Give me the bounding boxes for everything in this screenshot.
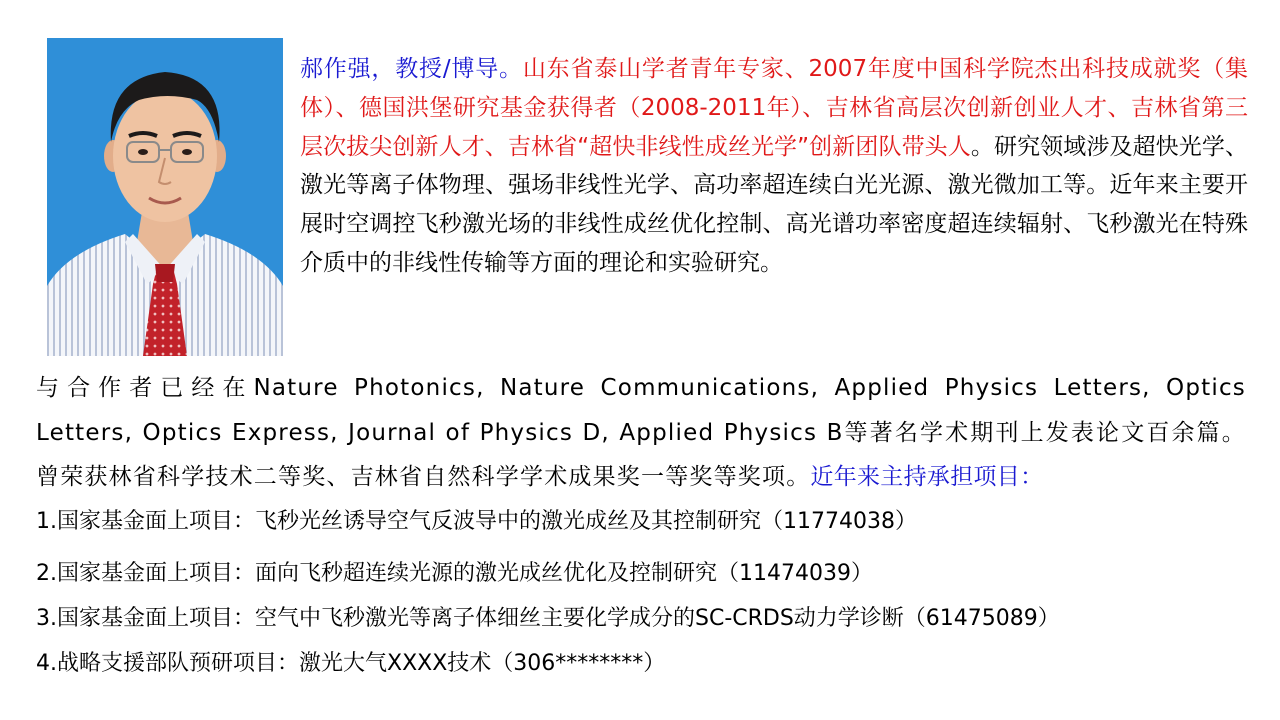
project-item-4: 4.战略支援部队预研项目：激光大气XXXX技术（306********） <box>36 651 666 676</box>
project-item-1: 1.国家基金面上项目：飞秒光丝诱导空气反波导中的激光成丝及其控制研究（11774038） <box>36 509 917 534</box>
project-item-3: 3.国家基金面上项目：空气中飞秒激光等离子体细丝主要化学成分的SC-CRDS动力学诊断（61475089） <box>36 606 1060 631</box>
projects-heading: 近年来主持承担项目： <box>810 464 1044 490</box>
research-text: 。研究领域涉及超快光学、激光等离子体物理、强场非线性光学、高功率超连续白光光源、激光微加工等。近年来主要开展时空调控飞秒激光场的非线性成丝优化控制、高光谱功率密度超连续辐射、飞秒激光在特殊介质中的非线性传输等方面的理论和实验研究。 <box>300 133 1248 276</box>
project-item-2: 2.国家基金面上项目：面向飞秒超连续光源的激光成丝优化及控制研究（11474039） <box>36 561 873 586</box>
portrait-photo <box>47 38 283 356</box>
bio-paragraph <box>300 50 1248 283</box>
publications-paragraph <box>36 366 1246 500</box>
honors-text: 山东省泰山学者青年专家、2007年度中国科学院杰出科技成就奖（集体）、德国洪堡研究基金获得者（2008-2011年）、吉林省高层次创新创业人才、吉林省第三层次拔尖创新人才、吉林省“超快非线性成丝光学”创新团队带头人 <box>300 56 1249 160</box>
publications-text: 与合作者已经在Nature Photonics, Nature Communications, Applied Physics Letters, Optics Letters, Optics Express, Journal of Physics D, Applied Physics B等著名学术期刊上发表论文百余篇。曾荣获林省科学技术二等奖、吉林省自然科学学术成果奖一等奖等奖项。 <box>36 375 1246 490</box>
name-title: 郝作强，教授/博导。 <box>300 56 523 82</box>
